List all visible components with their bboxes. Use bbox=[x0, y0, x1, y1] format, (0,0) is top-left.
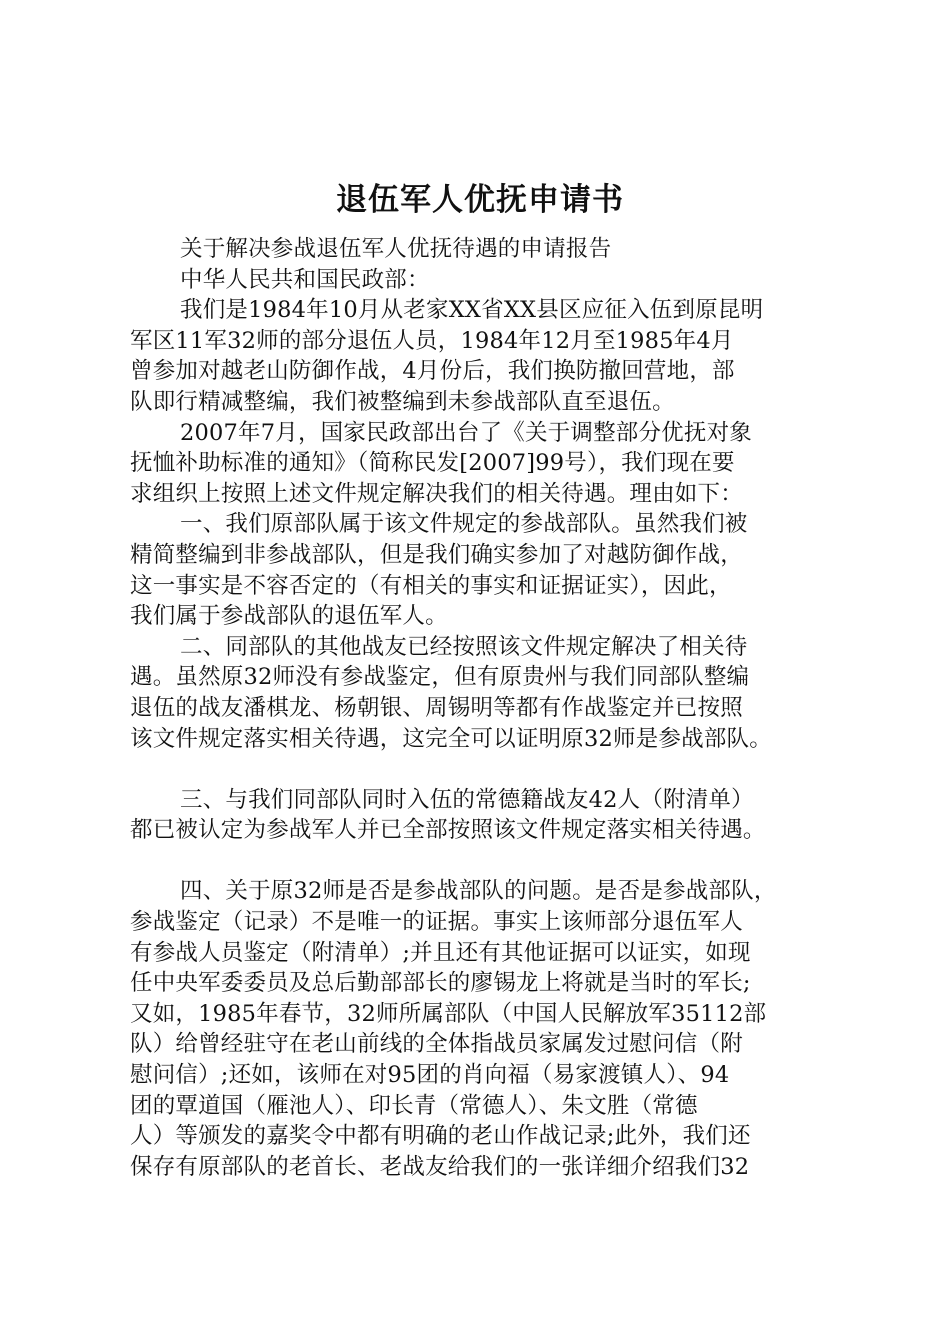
text-line: 任中央军委委员及总后勤部部长的廖锡龙上将就是当时的军长; bbox=[130, 970, 751, 997]
text-line: 我们是1984年10月从老家XX省XX县区应征入伍到原昆明 bbox=[180, 297, 764, 324]
text-line: 这一事实是不容否定的（有相关的事实和证据证实），因此， bbox=[130, 572, 732, 599]
text-line: 都已被认定为参战军人并已全部按照该文件规定落实相关待遇。 bbox=[130, 817, 766, 844]
document-title: 退伍军人优抚申请书 bbox=[336, 182, 624, 218]
text-line: 该文件规定落实相关待遇，这完全可以证明原32师是参战部队。 bbox=[130, 725, 772, 752]
text-line: 精简整编到非参战部队，但是我们确实参加了对越防御作战， bbox=[130, 541, 743, 568]
text-line: 求组织上按照上述文件规定解决我们的相关待遇。理由如下： bbox=[130, 480, 743, 507]
text-line: 又如，1985年春节，32师所属部队（中国人民解放军35112部 bbox=[130, 1000, 767, 1027]
text-line: 四、关于原32师是否是参战部队的问题。是否是参战部队， bbox=[180, 878, 777, 905]
text-line: 2007年7月，国家民政部出台了《关于调整部分优抚对象 bbox=[180, 419, 752, 446]
text-line: 人）等颁发的嘉奖令中都有明确的老山作战记录;此外，我们还 bbox=[130, 1123, 751, 1150]
paragraph-spacer bbox=[130, 754, 830, 785]
document-page bbox=[130, 180, 830, 1182]
text-line: 军区11军32师的部分退伍人员，1984年12月至1985年4月 bbox=[130, 327, 734, 354]
text-line: 团的覃道国（雁池人）、印长青（常德人）、朱文胜（常德 bbox=[130, 1092, 698, 1119]
text-line: 慰问信）;还如，该师在对95团的肖向福（易家渡镇人）、94 bbox=[130, 1062, 730, 1089]
text-line: 队即行精减整编，我们被整编到未参战部队直至退伍。 bbox=[130, 388, 675, 415]
text-line: 中华人民共和国民政部： bbox=[180, 266, 430, 293]
paragraph-spacer bbox=[130, 846, 830, 877]
text-line: 参战鉴定（记录）不是唯一的证据。事实上该师部分退伍军人 bbox=[130, 909, 743, 936]
text-line: 队）给曾经驻守在老山前线的全体指战员家属发过慰问信（附 bbox=[130, 1031, 743, 1058]
text-line: 退伍的战友潘棋龙、杨朝银、周锡明等都有作战鉴定并已按照 bbox=[130, 694, 743, 721]
text-line: 二、同部队的其他战友已经按照该文件规定解决了相关待 bbox=[180, 633, 748, 660]
text-line: 抚恤补助标准的通知》（简称民发[2007]99号），我们现在要 bbox=[130, 450, 735, 477]
text-line: 一、我们原部队属于该文件规定的参战部队。虽然我们被 bbox=[180, 511, 748, 538]
text-line: 曾参加对越老山防御作战，4月份后，我们换防撤回营地，部 bbox=[130, 358, 735, 385]
text-line: 我们属于参战部队的退伍军人。 bbox=[130, 603, 448, 630]
text-line: 关于解决参战退伍军人优抚待遇的申请报告 bbox=[180, 236, 612, 262]
text-line: 三、与我们同部队同时入伍的常德籍战友42人（附清单） bbox=[180, 786, 754, 813]
text-line: 遇。虽然原32师没有参战鉴定，但有原贵州与我们同部队整编 bbox=[130, 664, 750, 691]
text-line: 保存有原部队的老首长、老战友给我们的一张详细介绍我们32 bbox=[130, 1153, 750, 1180]
text-line: 有参战人员鉴定（附清单）;并且还有其他证据可以证实，如现 bbox=[130, 939, 751, 966]
